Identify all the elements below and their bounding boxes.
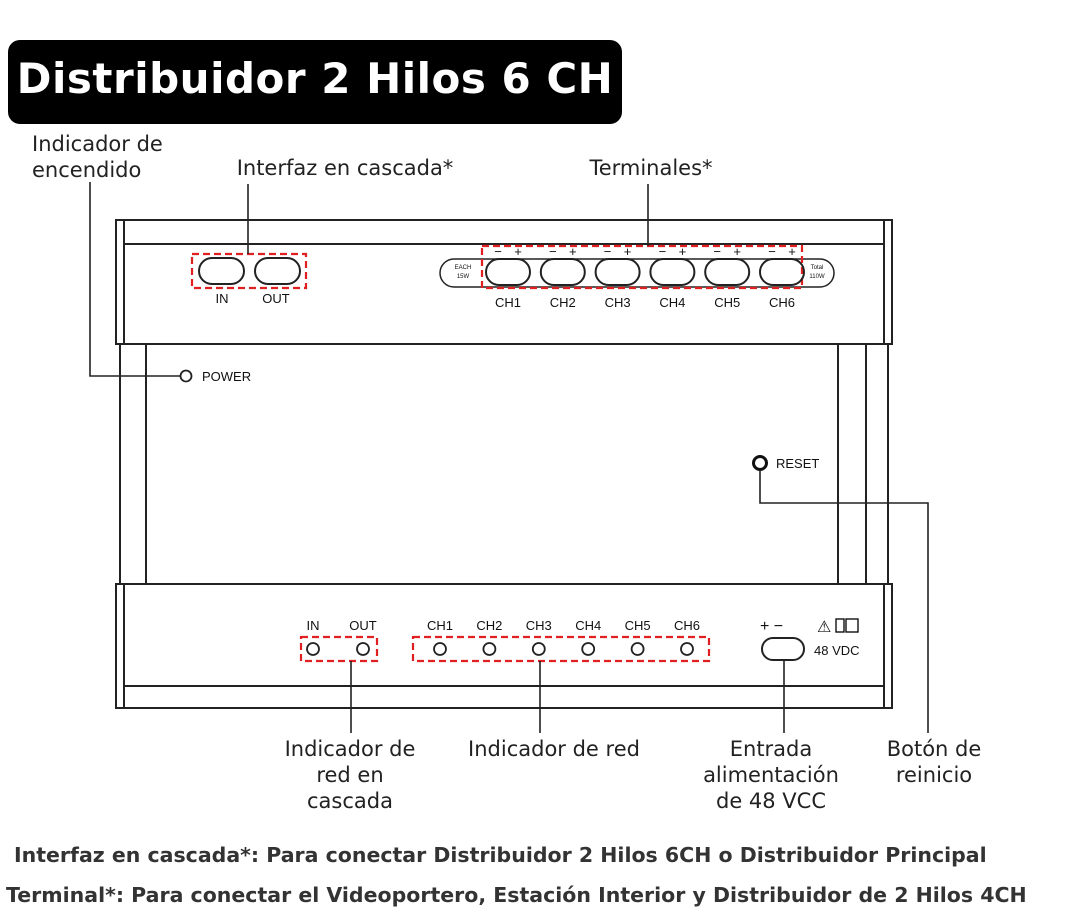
network-led-label: CH6 xyxy=(673,618,701,633)
callout-power-1: Indicador de xyxy=(32,132,163,156)
led-circle xyxy=(434,643,446,655)
terminal-minus: − xyxy=(768,244,776,259)
terminal-ch1 xyxy=(486,244,530,310)
page-title: Distribuidor 2 Hilos 6 CH xyxy=(16,54,614,103)
callout-reset-1: Botón de xyxy=(886,737,982,761)
reset-button[interactable] xyxy=(754,456,820,471)
terminal-minus: − xyxy=(603,244,612,259)
callout-terminals: Terminales* xyxy=(589,156,713,180)
power-label: POWER xyxy=(202,369,252,384)
note-terminal: Terminal*: Para conectar el Videoportero, Estación Interior y Distribuidor de 2 Hilos 4CH xyxy=(6,883,1027,907)
led-circle xyxy=(483,643,495,655)
terminal-plus: + xyxy=(733,244,741,259)
title-banner xyxy=(8,40,622,124)
terminal-minus: − xyxy=(713,244,721,259)
terminal-plus: + xyxy=(623,244,632,259)
top-cascade-ports xyxy=(192,254,306,306)
bottom-cascade-indicator xyxy=(301,618,377,661)
callout-power-in-2: alimentación xyxy=(703,763,839,787)
manual-icon xyxy=(836,619,844,632)
led-circle xyxy=(632,643,644,655)
network-led-label: CH2 xyxy=(476,618,503,633)
terminal-minus: − xyxy=(494,244,502,259)
top-out-label: OUT xyxy=(262,291,290,306)
dc-jack xyxy=(762,638,804,660)
network-led-label: CH5 xyxy=(624,618,651,633)
top-in-label: IN xyxy=(215,291,229,306)
terminal-label: CH4 xyxy=(659,295,686,310)
terminal-plus: + xyxy=(569,244,577,259)
terminal-label: CH2 xyxy=(549,295,576,310)
cascade-in-port xyxy=(199,258,244,284)
callout-cascade-net-3: cascada xyxy=(307,789,393,813)
terminal-ch4 xyxy=(650,244,694,310)
network-led-label: CH1 xyxy=(426,618,454,633)
dc-input xyxy=(760,618,860,660)
terminal-label: CH1 xyxy=(494,295,522,310)
callout-cascade-net-1: Indicador de xyxy=(284,737,416,761)
callout-cascade-net-2: red en xyxy=(316,763,384,787)
bottom-in-label: IN xyxy=(306,618,320,633)
callout-cascade-interface: Interfaz en cascada* xyxy=(236,156,454,180)
terminal-plus: + xyxy=(678,244,687,259)
each-label-1: EACH xyxy=(454,265,472,271)
each-label-2: 15W xyxy=(456,274,470,280)
network-led-label: CH4 xyxy=(575,618,602,633)
terminal-minus: − xyxy=(658,244,667,259)
total-label-2: 110W xyxy=(809,274,825,280)
total-label-1: Total xyxy=(810,265,824,271)
bottom-out-label: OUT xyxy=(349,618,377,633)
terminal-plus: + xyxy=(514,244,522,259)
callout-power-in-3: de 48 VCC xyxy=(715,789,827,813)
led-circle xyxy=(533,643,545,655)
network-indicator-group xyxy=(413,618,709,661)
terminal-ch3 xyxy=(596,244,640,310)
terminal-label: CH3 xyxy=(604,295,631,310)
cascade-out-port xyxy=(255,258,300,284)
terminal-minus: − xyxy=(549,244,557,259)
callout-power-2: encendido xyxy=(32,158,142,182)
led-circle xyxy=(681,643,693,655)
terminal-label: CH6 xyxy=(768,295,796,310)
reset-label: RESET xyxy=(776,456,820,471)
terminal-ch6 xyxy=(760,244,804,310)
callout-power-in-1: Entrada xyxy=(729,737,813,761)
terminal-ch5 xyxy=(705,244,749,310)
power-led xyxy=(181,369,252,384)
note-cascade: Interfaz en cascada*: Para conectar Distribuidor 2 Hilos 6CH o Distribuidor Principal xyxy=(14,843,987,867)
callout-reset-2: reinicio xyxy=(895,763,973,787)
dc-polarity: + − xyxy=(760,618,784,635)
warning-symbol: ⚠ xyxy=(817,619,832,636)
terminal-ch2 xyxy=(541,244,585,310)
callout-network: Indicador de red xyxy=(468,737,640,761)
network-led-label: CH3 xyxy=(525,618,552,633)
terminal-block xyxy=(440,244,834,310)
led-circle xyxy=(582,643,594,655)
dc-voltage: 48 VDC xyxy=(814,643,860,658)
terminal-label: CH5 xyxy=(714,295,741,310)
terminal-plus: + xyxy=(788,244,796,259)
